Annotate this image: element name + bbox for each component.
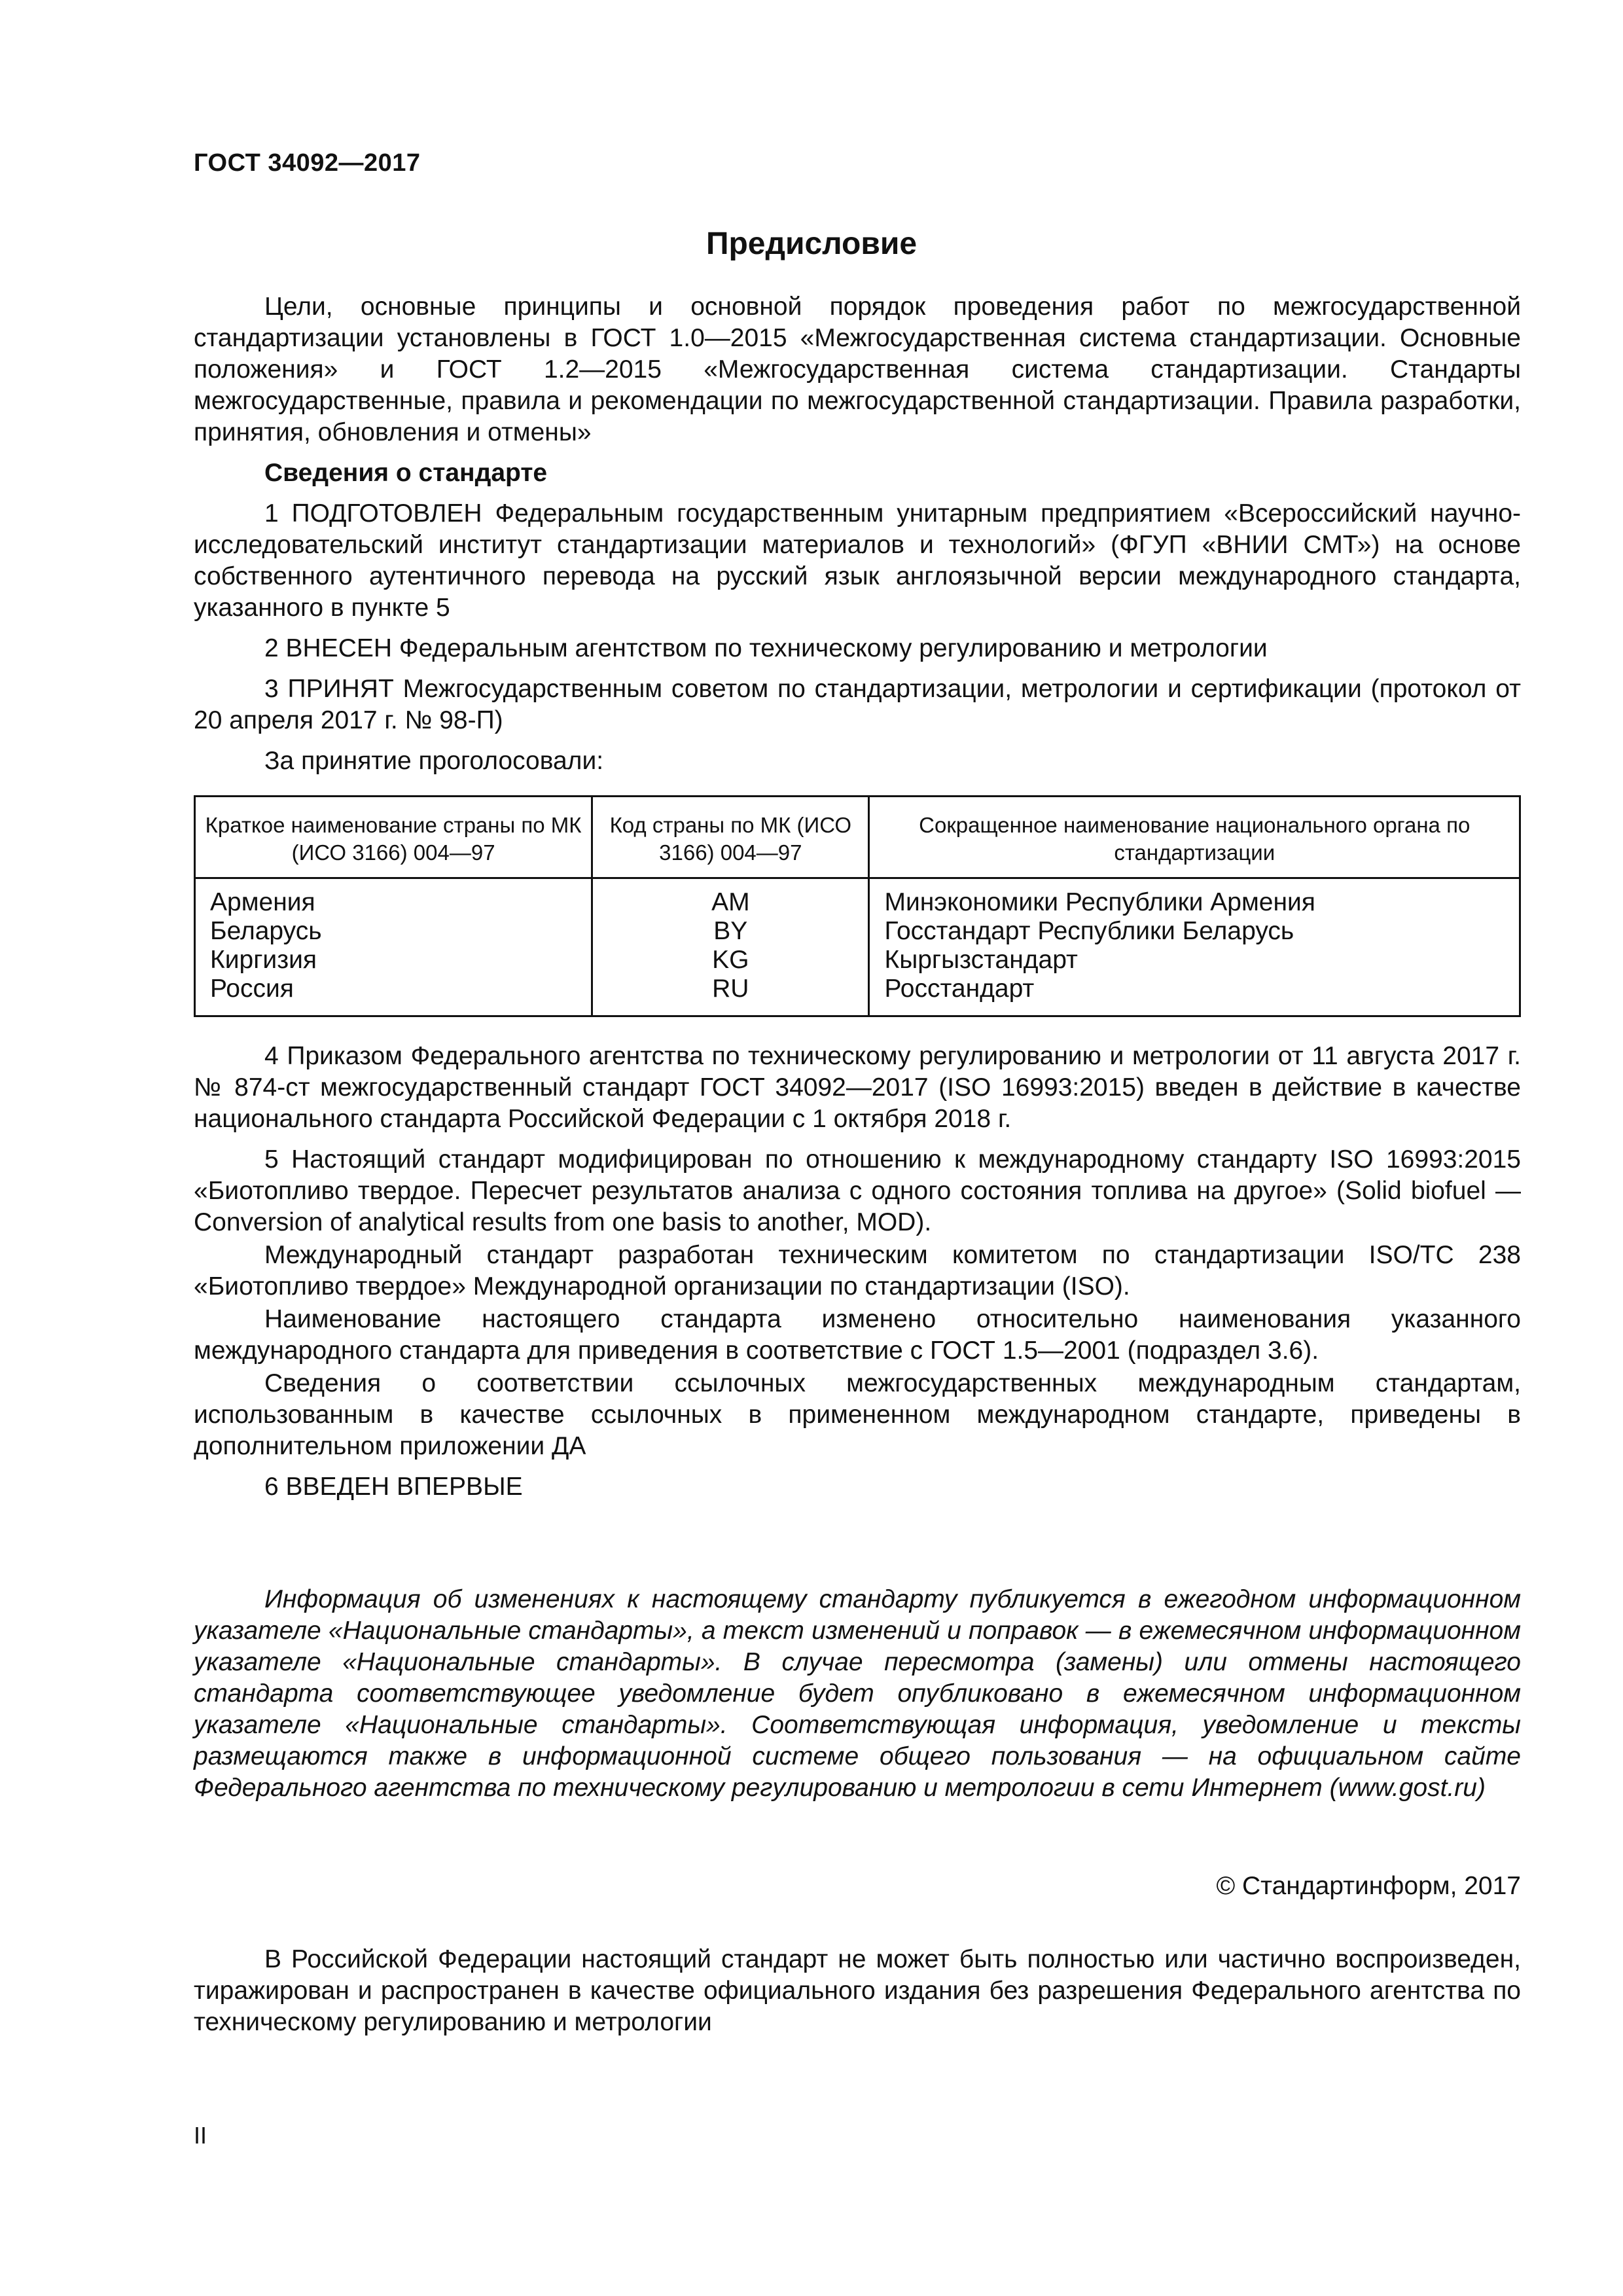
header-country: Краткое наименование страны по МК (ИСО 3166) 004—97	[195, 797, 592, 878]
amendments-notice: Информация об изменениях к настоящему стандарту публикуется в ежегодном информационном указателе «Национальные стандарты», а текст изменений и поправок — в ежемесячном информационном указателе «Национальные стандарты». В случае пересмотра (замены) или отмены настоящего стандарта соответствующее уведомление будет опубликовано в ежемесячном информационном указателе «Национальные стандарты». Соответствующая информация, уведомление и тексты размещаются также в информационной системе общего пользования — на официальном сайте Федерального агентства по техническому регулированию и метрологии в сети Интернет (www.gost.ru)	[194, 1585, 1521, 1802]
voting-countries-table	[194, 795, 1521, 1017]
preface-content	[194, 291, 1521, 1512]
item-6-introduced: 6 ВВЕДЕН ВПЕРВЫЕ	[264, 1473, 523, 1501]
table-row	[195, 946, 1520, 975]
country-cell: Армения	[195, 878, 592, 918]
page-number: II	[194, 2122, 207, 2149]
code-cell: RU	[592, 975, 869, 1016]
reproduction-rights: В Российской Федерации настоящий стандарт не может быть полностью или частично воспроизведен, тиражирован и распространен в качестве официального издания без разрешения Федерального агентства по техническому регулированию и метрологии	[194, 1945, 1521, 2036]
item-5-name-change: Наименование настоящего стандарта изменено относительно наименования указанного международного стандарта для приведения в соответствие с ГОСТ 1.5—2001 (подраздел 3.6).	[194, 1305, 1521, 1365]
voted-label: За принятие проголосовали:	[264, 747, 604, 775]
item-4-order: 4 Приказом Федерального агентства по техническому регулированию и метрологии от 11 августа 2017 г. № 874-ст межгосударственный стандарт ГОСТ 34092—2017 (ISO 16993:2015) введен в действие в качестве национального стандарта Российской Федерации с 1 октября 2018 г.	[194, 1042, 1521, 1133]
item-5-modified: 5 Настоящий стандарт модифицирован по отношению к международному стандарту ISO 16993:2015 «Биотопливо твердое. Пересчет результатов анализа с одного состояния топлива на другое» (Solid biofuel — Conversion of analytical results from one basis to another, MOD).	[194, 1145, 1521, 1236]
page-title: Предисловие	[705, 226, 918, 261]
standard-code-header: ГОСТ 34092—2017	[194, 149, 421, 177]
copyright-line: © Стандартинформ, 2017	[1216, 1872, 1521, 1900]
body-cell: Росстандарт	[869, 975, 1520, 1016]
item-3-adopted: 3 ПРИНЯТ Межгосударственным советом по стандартизации, метрологии и сертификации (протокол от 20 апреля 2017 г. № 98-П)	[194, 675, 1521, 734]
table-row	[195, 878, 1520, 918]
country-cell: Беларусь	[195, 917, 592, 946]
intro-paragraph: Цели, основные принципы и основной порядок проведения работ по межгосударственной стандартизации установлены в ГОСТ 1.0—2015 «Межгосударственная система стандартизации. Основные положения» и ГОСТ 1.2—2015 «Межгосударственная система стандартизации. Стандарты межгосударственные, правила и рекомендации по межгосударственной стандартизации. Правила разработки, принятия, обновления и отмены»	[194, 293, 1521, 446]
item-1-prepared: 1 ПОДГОТОВЛЕН Федеральным государственным унитарным предприятием «Всероссийский научно-исследовательский институт стандартизации материалов и технологий» (ФГУП «ВНИИ СМТ») на основе собственного аутентичного перевода на русский язык англоязычной версии международного стандарта, указанного в пункте 5	[194, 499, 1521, 622]
info-heading: Сведения о стандарте	[264, 459, 548, 487]
table-header-row	[195, 797, 1520, 878]
code-cell: AM	[592, 878, 869, 918]
code-cell: BY	[592, 917, 869, 946]
country-cell: Киргизия	[195, 946, 592, 975]
body-cell: Кыргызстандарт	[869, 946, 1520, 975]
code-cell: KG	[592, 946, 869, 975]
header-code: Код страны по МК (ИСО 3166) 004—97	[592, 797, 869, 878]
item-5-committee: Международный стандарт разработан техническим комитетом по стандартизации ISO/TC 238 «Биотопливо твердое» Международной организации по стандартизации (ISO).	[194, 1241, 1521, 1300]
item-5-references: Сведения о соответствии ссылочных межгосударственных международным стандартам, использованным в качестве ссылочных в примененном международном стандарте, приведены в дополнительном приложении ДА	[194, 1369, 1521, 1460]
item-2-submitted: 2 ВНЕСЕН Федеральным агентством по техническому регулированию и метрологии	[264, 634, 1268, 662]
country-cell: Россия	[195, 975, 592, 1016]
header-body: Сокращенное наименование национального органа по стандартизации	[869, 797, 1520, 878]
body-cell: Минэкономики Республики Армения	[869, 878, 1520, 918]
table-row	[195, 917, 1520, 946]
body-cell: Госстандарт Республики Беларусь	[869, 917, 1520, 946]
table-row	[195, 975, 1520, 1016]
